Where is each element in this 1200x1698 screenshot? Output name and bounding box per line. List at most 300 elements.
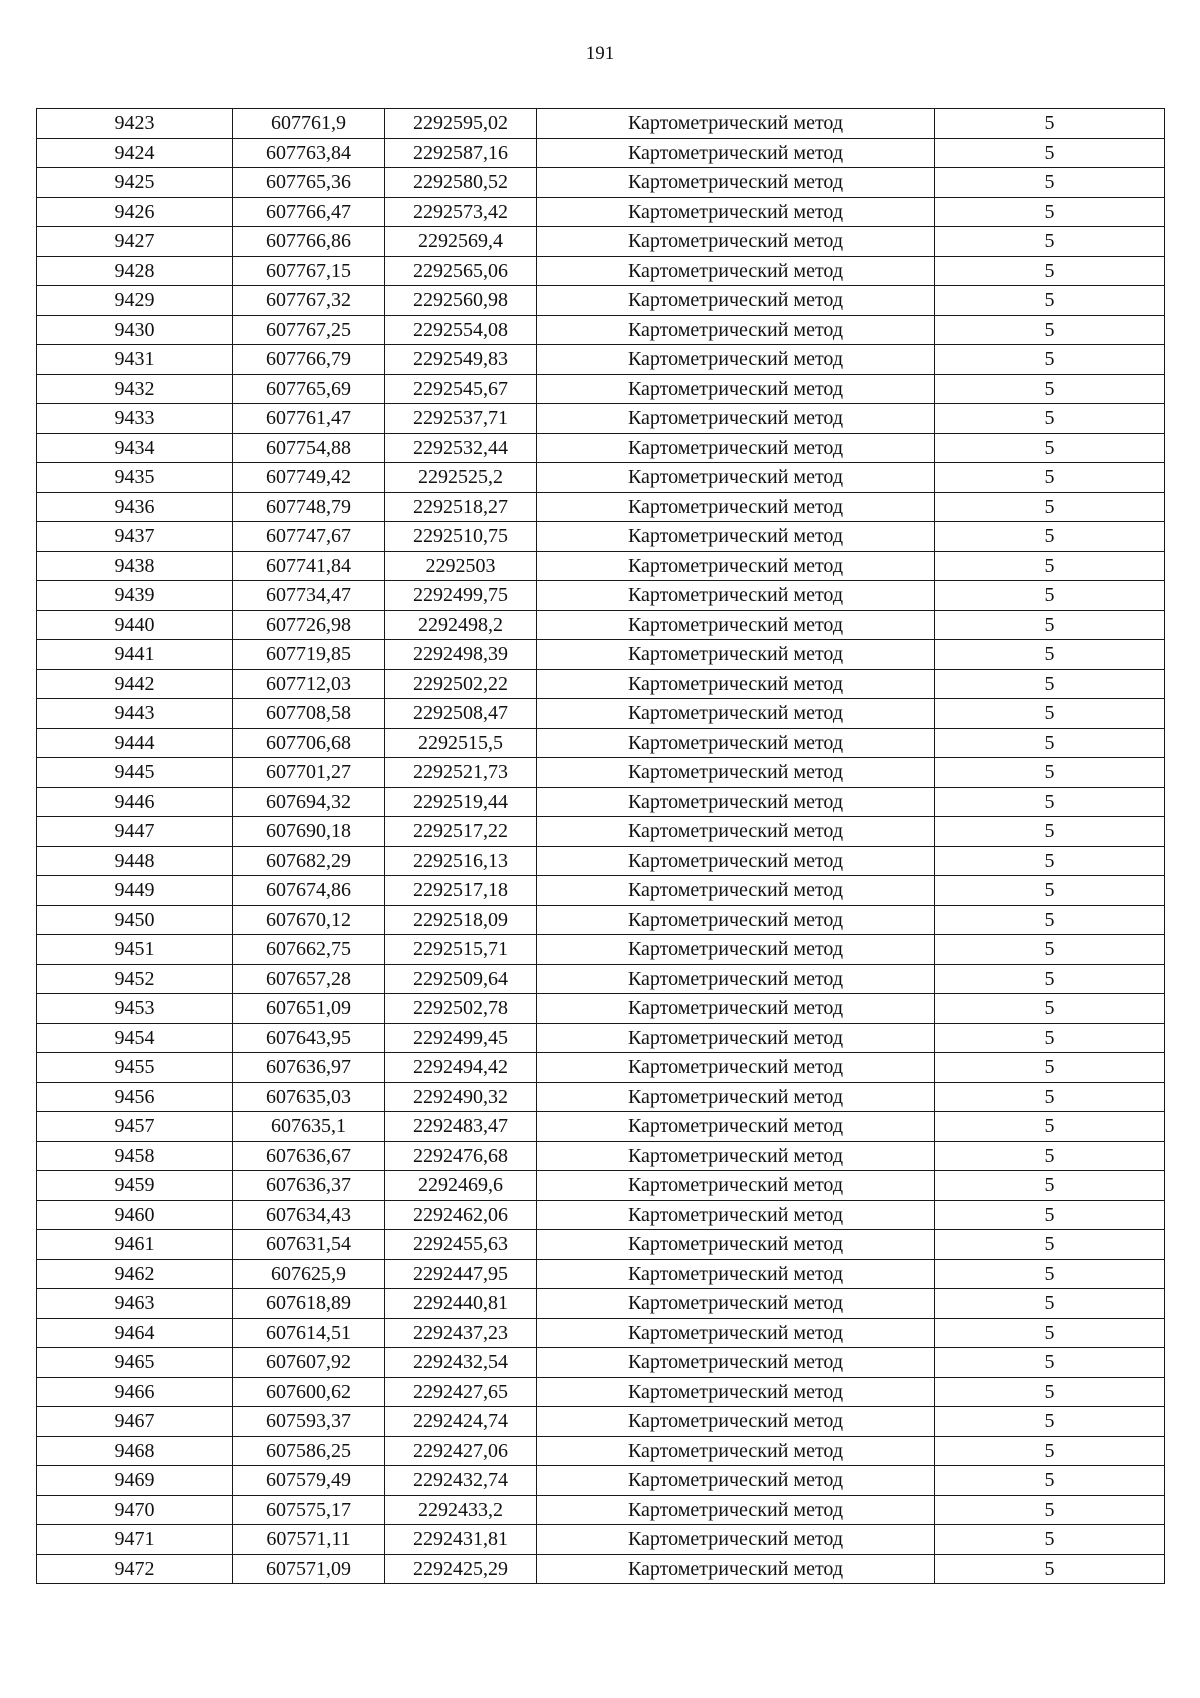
accuracy-cell: 5: [935, 551, 1165, 581]
accuracy-cell: 5: [935, 227, 1165, 257]
point-number-cell: 9446: [37, 787, 233, 817]
table-row: [37, 197, 1165, 227]
coordinates-table-body: [37, 109, 1165, 1584]
accuracy-cell: 5: [935, 1407, 1165, 1437]
accuracy-cell: 5: [935, 699, 1165, 729]
method-cell: Картометрический метод: [537, 640, 935, 670]
x-coordinate-cell: 607635,1: [233, 1112, 385, 1142]
y-coordinate-cell: 2292433,2: [385, 1495, 537, 1525]
table-row: [37, 728, 1165, 758]
table-row: [37, 846, 1165, 876]
table-row: [37, 522, 1165, 552]
point-number-cell: 9455: [37, 1053, 233, 1083]
method-cell: Картометрический метод: [537, 433, 935, 463]
y-coordinate-cell: 2292440,81: [385, 1289, 537, 1319]
x-coordinate-cell: 607657,28: [233, 964, 385, 994]
x-coordinate-cell: 607635,03: [233, 1082, 385, 1112]
table-row: [37, 1525, 1165, 1555]
y-coordinate-cell: 2292515,71: [385, 935, 537, 965]
table-row: [37, 1112, 1165, 1142]
accuracy-cell: 5: [935, 1082, 1165, 1112]
y-coordinate-cell: 2292510,75: [385, 522, 537, 552]
accuracy-cell: 5: [935, 935, 1165, 965]
method-cell: Картометрический метод: [537, 1171, 935, 1201]
method-cell: Картометрический метод: [537, 138, 935, 168]
accuracy-cell: 5: [935, 168, 1165, 198]
method-cell: Картометрический метод: [537, 905, 935, 935]
x-coordinate-cell: 607706,68: [233, 728, 385, 758]
point-number-cell: 9442: [37, 669, 233, 699]
method-cell: Картометрический метод: [537, 1436, 935, 1466]
x-coordinate-cell: 607575,17: [233, 1495, 385, 1525]
accuracy-cell: 5: [935, 404, 1165, 434]
accuracy-cell: 5: [935, 197, 1165, 227]
method-cell: Картометрический метод: [537, 1407, 935, 1437]
y-coordinate-cell: 2292508,47: [385, 699, 537, 729]
x-coordinate-cell: 607761,47: [233, 404, 385, 434]
point-number-cell: 9469: [37, 1466, 233, 1496]
table-row: [37, 1377, 1165, 1407]
accuracy-cell: 5: [935, 374, 1165, 404]
x-coordinate-cell: 607763,84: [233, 138, 385, 168]
accuracy-cell: 5: [935, 817, 1165, 847]
accuracy-cell: 5: [935, 1289, 1165, 1319]
point-number-cell: 9429: [37, 286, 233, 316]
table-row: [37, 1141, 1165, 1171]
point-number-cell: 9448: [37, 846, 233, 876]
method-cell: Картометрический метод: [537, 1112, 935, 1142]
accuracy-cell: 5: [935, 905, 1165, 935]
point-number-cell: 9424: [37, 138, 233, 168]
y-coordinate-cell: 2292537,71: [385, 404, 537, 434]
accuracy-cell: 5: [935, 109, 1165, 139]
method-cell: Картометрический метод: [537, 581, 935, 611]
method-cell: Картометрический метод: [537, 227, 935, 257]
accuracy-cell: 5: [935, 1318, 1165, 1348]
x-coordinate-cell: 607625,9: [233, 1259, 385, 1289]
x-coordinate-cell: 607651,09: [233, 994, 385, 1024]
y-coordinate-cell: 2292595,02: [385, 109, 537, 139]
y-coordinate-cell: 2292462,06: [385, 1200, 537, 1230]
accuracy-cell: 5: [935, 138, 1165, 168]
method-cell: Картометрический метод: [537, 728, 935, 758]
point-number-cell: 9456: [37, 1082, 233, 1112]
accuracy-cell: 5: [935, 1436, 1165, 1466]
x-coordinate-cell: 607586,25: [233, 1436, 385, 1466]
point-number-cell: 9434: [37, 433, 233, 463]
point-number-cell: 9457: [37, 1112, 233, 1142]
method-cell: Картометрический метод: [537, 876, 935, 906]
x-coordinate-cell: 607618,89: [233, 1289, 385, 1319]
point-number-cell: 9464: [37, 1318, 233, 1348]
point-number-cell: 9468: [37, 1436, 233, 1466]
table-row: [37, 758, 1165, 788]
table-row: [37, 1495, 1165, 1525]
y-coordinate-cell: 2292515,5: [385, 728, 537, 758]
method-cell: Картометрический метод: [537, 463, 935, 493]
y-coordinate-cell: 2292427,65: [385, 1377, 537, 1407]
point-number-cell: 9459: [37, 1171, 233, 1201]
method-cell: Картометрический метод: [537, 610, 935, 640]
x-coordinate-cell: 607726,98: [233, 610, 385, 640]
y-coordinate-cell: 2292580,52: [385, 168, 537, 198]
y-coordinate-cell: 2292516,13: [385, 846, 537, 876]
table-row: [37, 905, 1165, 935]
table-row: [37, 1289, 1165, 1319]
table-row: [37, 138, 1165, 168]
x-coordinate-cell: 607748,79: [233, 492, 385, 522]
table-row: [37, 1171, 1165, 1201]
point-number-cell: 9423: [37, 109, 233, 139]
x-coordinate-cell: 607690,18: [233, 817, 385, 847]
x-coordinate-cell: 607643,95: [233, 1023, 385, 1053]
y-coordinate-cell: 2292517,22: [385, 817, 537, 847]
accuracy-cell: 5: [935, 876, 1165, 906]
accuracy-cell: 5: [935, 1141, 1165, 1171]
method-cell: Картометрический метод: [537, 758, 935, 788]
x-coordinate-cell: 607767,32: [233, 286, 385, 316]
point-number-cell: 9452: [37, 964, 233, 994]
table-row: [37, 256, 1165, 286]
table-row: [37, 315, 1165, 345]
point-number-cell: 9428: [37, 256, 233, 286]
method-cell: Картометрический метод: [537, 669, 935, 699]
table-row: [37, 1023, 1165, 1053]
page-number: 191: [585, 43, 615, 64]
x-coordinate-cell: 607708,58: [233, 699, 385, 729]
method-cell: Картометрический метод: [537, 1082, 935, 1112]
y-coordinate-cell: 2292521,73: [385, 758, 537, 788]
x-coordinate-cell: 607593,37: [233, 1407, 385, 1437]
table-row: [37, 817, 1165, 847]
accuracy-cell: 5: [935, 492, 1165, 522]
point-number-cell: 9471: [37, 1525, 233, 1555]
point-number-cell: 9472: [37, 1554, 233, 1584]
point-number-cell: 9430: [37, 315, 233, 345]
point-number-cell: 9439: [37, 581, 233, 611]
table-row: [37, 168, 1165, 198]
method-cell: Картометрический метод: [537, 551, 935, 581]
point-number-cell: 9470: [37, 1495, 233, 1525]
method-cell: Картометрический метод: [537, 994, 935, 1024]
table-row: [37, 1230, 1165, 1260]
x-coordinate-cell: 607767,25: [233, 315, 385, 345]
accuracy-cell: 5: [935, 286, 1165, 316]
point-number-cell: 9449: [37, 876, 233, 906]
method-cell: Картометрический метод: [537, 1200, 935, 1230]
accuracy-cell: 5: [935, 610, 1165, 640]
point-number-cell: 9437: [37, 522, 233, 552]
x-coordinate-cell: 607682,29: [233, 846, 385, 876]
method-cell: Картометрический метод: [537, 1318, 935, 1348]
y-coordinate-cell: 2292490,32: [385, 1082, 537, 1112]
table-row: [37, 433, 1165, 463]
y-coordinate-cell: 2292503: [385, 551, 537, 581]
table-row: [37, 964, 1165, 994]
accuracy-cell: 5: [935, 787, 1165, 817]
y-coordinate-cell: 2292424,74: [385, 1407, 537, 1437]
x-coordinate-cell: 607765,69: [233, 374, 385, 404]
accuracy-cell: 5: [935, 1466, 1165, 1496]
method-cell: Картометрический метод: [537, 522, 935, 552]
y-coordinate-cell: 2292565,06: [385, 256, 537, 286]
table-row: [37, 1436, 1165, 1466]
method-cell: Картометрический метод: [537, 286, 935, 316]
x-coordinate-cell: 607761,9: [233, 109, 385, 139]
point-number-cell: 9453: [37, 994, 233, 1024]
x-coordinate-cell: 607571,09: [233, 1554, 385, 1584]
y-coordinate-cell: 2292554,08: [385, 315, 537, 345]
x-coordinate-cell: 607614,51: [233, 1318, 385, 1348]
y-coordinate-cell: 2292587,16: [385, 138, 537, 168]
table-row: [37, 1554, 1165, 1584]
method-cell: Картометрический метод: [537, 315, 935, 345]
y-coordinate-cell: 2292560,98: [385, 286, 537, 316]
y-coordinate-cell: 2292432,74: [385, 1466, 537, 1496]
y-coordinate-cell: 2292517,18: [385, 876, 537, 906]
point-number-cell: 9462: [37, 1259, 233, 1289]
y-coordinate-cell: 2292573,42: [385, 197, 537, 227]
accuracy-cell: 5: [935, 1023, 1165, 1053]
y-coordinate-cell: 2292483,47: [385, 1112, 537, 1142]
x-coordinate-cell: 607712,03: [233, 669, 385, 699]
table-row: [37, 1318, 1165, 1348]
accuracy-cell: 5: [935, 1053, 1165, 1083]
accuracy-cell: 5: [935, 433, 1165, 463]
accuracy-cell: 5: [935, 669, 1165, 699]
y-coordinate-cell: 2292469,6: [385, 1171, 537, 1201]
x-coordinate-cell: 607694,32: [233, 787, 385, 817]
y-coordinate-cell: 2292525,2: [385, 463, 537, 493]
x-coordinate-cell: 607600,62: [233, 1377, 385, 1407]
x-coordinate-cell: 607766,47: [233, 197, 385, 227]
method-cell: Картометрический метод: [537, 964, 935, 994]
table-row: [37, 699, 1165, 729]
method-cell: Картометрический метод: [537, 699, 935, 729]
x-coordinate-cell: 607765,36: [233, 168, 385, 198]
accuracy-cell: 5: [935, 315, 1165, 345]
table-row: [37, 1053, 1165, 1083]
y-coordinate-cell: 2292432,54: [385, 1348, 537, 1378]
method-cell: Картометрический метод: [537, 787, 935, 817]
y-coordinate-cell: 2292455,63: [385, 1230, 537, 1260]
method-cell: Картометрический метод: [537, 846, 935, 876]
method-cell: Картометрический метод: [537, 256, 935, 286]
y-coordinate-cell: 2292427,06: [385, 1436, 537, 1466]
y-coordinate-cell: 2292437,23: [385, 1318, 537, 1348]
x-coordinate-cell: 607674,86: [233, 876, 385, 906]
point-number-cell: 9441: [37, 640, 233, 670]
point-number-cell: 9465: [37, 1348, 233, 1378]
point-number-cell: 9444: [37, 728, 233, 758]
table-row: [37, 345, 1165, 375]
y-coordinate-cell: 2292519,44: [385, 787, 537, 817]
method-cell: Картометрический метод: [537, 1466, 935, 1496]
point-number-cell: 9447: [37, 817, 233, 847]
method-cell: Картометрический метод: [537, 1289, 935, 1319]
y-coordinate-cell: 2292502,78: [385, 994, 537, 1024]
accuracy-cell: 5: [935, 758, 1165, 788]
x-coordinate-cell: 607636,37: [233, 1171, 385, 1201]
y-coordinate-cell: 2292545,67: [385, 374, 537, 404]
x-coordinate-cell: 607579,49: [233, 1466, 385, 1496]
accuracy-cell: 5: [935, 1259, 1165, 1289]
method-cell: Картометрический метод: [537, 168, 935, 198]
method-cell: Картометрический метод: [537, 1023, 935, 1053]
accuracy-cell: 5: [935, 1495, 1165, 1525]
accuracy-cell: 5: [935, 1112, 1165, 1142]
method-cell: Картометрический метод: [537, 109, 935, 139]
accuracy-cell: 5: [935, 1377, 1165, 1407]
accuracy-cell: 5: [935, 256, 1165, 286]
table-row: [37, 935, 1165, 965]
table-row: [37, 1407, 1165, 1437]
table-row: [37, 669, 1165, 699]
table-row: [37, 286, 1165, 316]
point-number-cell: 9443: [37, 699, 233, 729]
accuracy-cell: 5: [935, 463, 1165, 493]
y-coordinate-cell: 2292425,29: [385, 1554, 537, 1584]
point-number-cell: 9425: [37, 168, 233, 198]
y-coordinate-cell: 2292499,45: [385, 1023, 537, 1053]
table-row: [37, 610, 1165, 640]
accuracy-cell: 5: [935, 1525, 1165, 1555]
x-coordinate-cell: 607766,86: [233, 227, 385, 257]
table-row: [37, 227, 1165, 257]
point-number-cell: 9440: [37, 610, 233, 640]
table-row: [37, 492, 1165, 522]
y-coordinate-cell: 2292499,75: [385, 581, 537, 611]
point-number-cell: 9432: [37, 374, 233, 404]
x-coordinate-cell: 607701,27: [233, 758, 385, 788]
table-row: [37, 640, 1165, 670]
point-number-cell: 9450: [37, 905, 233, 935]
method-cell: Картометрический метод: [537, 345, 935, 375]
y-coordinate-cell: 2292549,83: [385, 345, 537, 375]
point-number-cell: 9445: [37, 758, 233, 788]
method-cell: Картометрический метод: [537, 1554, 935, 1584]
x-coordinate-cell: 607719,85: [233, 640, 385, 670]
accuracy-cell: 5: [935, 994, 1165, 1024]
table-row: [37, 787, 1165, 817]
accuracy-cell: 5: [935, 1171, 1165, 1201]
y-coordinate-cell: 2292431,81: [385, 1525, 537, 1555]
y-coordinate-cell: 2292502,22: [385, 669, 537, 699]
point-number-cell: 9433: [37, 404, 233, 434]
table-row: [37, 1082, 1165, 1112]
point-number-cell: 9463: [37, 1289, 233, 1319]
y-coordinate-cell: 2292476,68: [385, 1141, 537, 1171]
method-cell: Картометрический метод: [537, 935, 935, 965]
accuracy-cell: 5: [935, 581, 1165, 611]
y-coordinate-cell: 2292518,27: [385, 492, 537, 522]
point-number-cell: 9451: [37, 935, 233, 965]
x-coordinate-cell: 607747,67: [233, 522, 385, 552]
x-coordinate-cell: 607749,42: [233, 463, 385, 493]
table-row: [37, 109, 1165, 139]
point-number-cell: 9431: [37, 345, 233, 375]
x-coordinate-cell: 607767,15: [233, 256, 385, 286]
y-coordinate-cell: 2292509,64: [385, 964, 537, 994]
coordinates-table: [36, 108, 1165, 1584]
x-coordinate-cell: 607631,54: [233, 1230, 385, 1260]
accuracy-cell: 5: [935, 1200, 1165, 1230]
table-row: [37, 876, 1165, 906]
point-number-cell: 9438: [37, 551, 233, 581]
method-cell: Картометрический метод: [537, 1141, 935, 1171]
x-coordinate-cell: 607766,79: [233, 345, 385, 375]
accuracy-cell: 5: [935, 728, 1165, 758]
accuracy-cell: 5: [935, 522, 1165, 552]
point-number-cell: 9466: [37, 1377, 233, 1407]
point-number-cell: 9460: [37, 1200, 233, 1230]
method-cell: Картометрический метод: [537, 492, 935, 522]
point-number-cell: 9461: [37, 1230, 233, 1260]
x-coordinate-cell: 607634,43: [233, 1200, 385, 1230]
accuracy-cell: 5: [935, 1348, 1165, 1378]
x-coordinate-cell: 607636,97: [233, 1053, 385, 1083]
x-coordinate-cell: 607662,75: [233, 935, 385, 965]
x-coordinate-cell: 607670,12: [233, 905, 385, 935]
table-row: [37, 1466, 1165, 1496]
table-row: [37, 1348, 1165, 1378]
y-coordinate-cell: 2292569,4: [385, 227, 537, 257]
table-row: [37, 581, 1165, 611]
x-coordinate-cell: 607734,47: [233, 581, 385, 611]
accuracy-cell: 5: [935, 345, 1165, 375]
x-coordinate-cell: 607636,67: [233, 1141, 385, 1171]
table-row: [37, 374, 1165, 404]
table-row: [37, 463, 1165, 493]
method-cell: Картометрический метод: [537, 404, 935, 434]
method-cell: Картометрический метод: [537, 1348, 935, 1378]
method-cell: Картометрический метод: [537, 1377, 935, 1407]
point-number-cell: 9426: [37, 197, 233, 227]
y-coordinate-cell: 2292494,42: [385, 1053, 537, 1083]
y-coordinate-cell: 2292447,95: [385, 1259, 537, 1289]
x-coordinate-cell: 607607,92: [233, 1348, 385, 1378]
method-cell: Картометрический метод: [537, 197, 935, 227]
table-row: [37, 994, 1165, 1024]
table-row: [37, 551, 1165, 581]
method-cell: Картометрический метод: [537, 1230, 935, 1260]
table-row: [37, 1200, 1165, 1230]
method-cell: Картометрический метод: [537, 1495, 935, 1525]
accuracy-cell: 5: [935, 964, 1165, 994]
point-number-cell: 9458: [37, 1141, 233, 1171]
method-cell: Картометрический метод: [537, 1259, 935, 1289]
method-cell: Картометрический метод: [537, 374, 935, 404]
y-coordinate-cell: 2292532,44: [385, 433, 537, 463]
y-coordinate-cell: 2292498,2: [385, 610, 537, 640]
point-number-cell: 9467: [37, 1407, 233, 1437]
x-coordinate-cell: 607741,84: [233, 551, 385, 581]
y-coordinate-cell: 2292498,39: [385, 640, 537, 670]
x-coordinate-cell: 607571,11: [233, 1525, 385, 1555]
accuracy-cell: 5: [935, 640, 1165, 670]
y-coordinate-cell: 2292518,09: [385, 905, 537, 935]
point-number-cell: 9435: [37, 463, 233, 493]
accuracy-cell: 5: [935, 846, 1165, 876]
method-cell: Картометрический метод: [537, 1053, 935, 1083]
method-cell: Картометрический метод: [537, 1525, 935, 1555]
accuracy-cell: 5: [935, 1554, 1165, 1584]
table-row: [37, 1259, 1165, 1289]
point-number-cell: 9427: [37, 227, 233, 257]
x-coordinate-cell: 607754,88: [233, 433, 385, 463]
accuracy-cell: 5: [935, 1230, 1165, 1260]
point-number-cell: 9436: [37, 492, 233, 522]
